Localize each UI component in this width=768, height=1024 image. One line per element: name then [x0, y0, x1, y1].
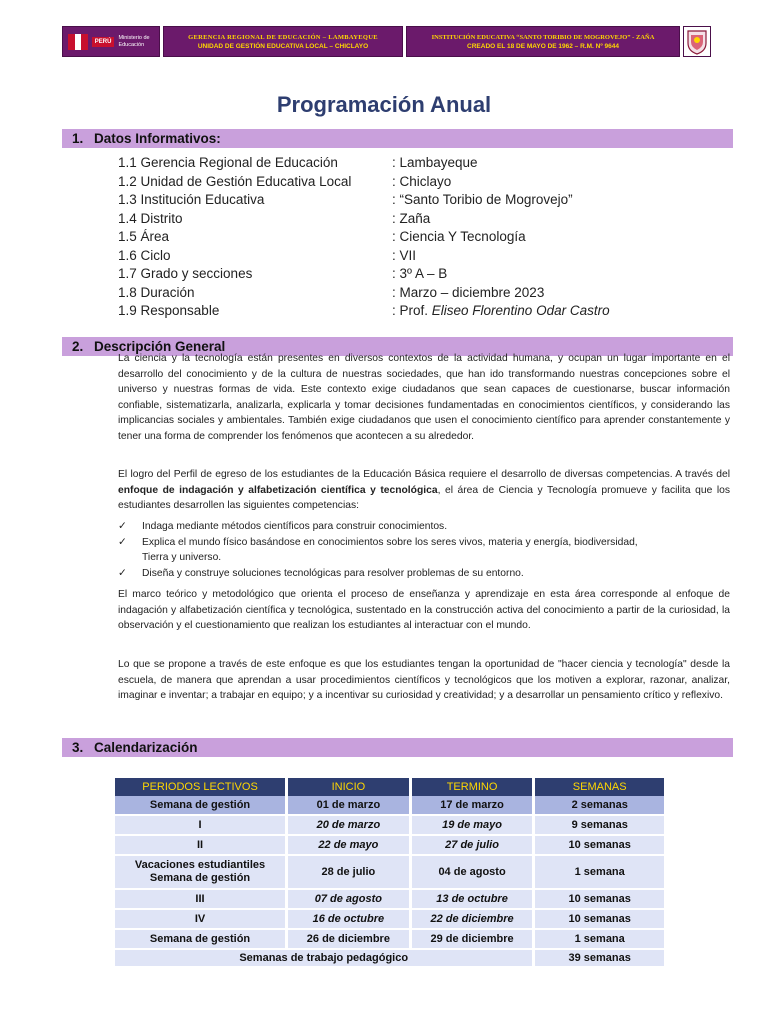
periodo-line2: Semana de gestión — [149, 872, 251, 884]
semanas-cell: 2 semanas — [535, 796, 664, 816]
regional-header-box — [163, 26, 403, 57]
periodo-cell: II — [115, 836, 285, 856]
info-value: : Chiclayo — [392, 173, 452, 189]
section-number: 2. — [72, 339, 84, 354]
section-label: Datos Informativos: — [94, 131, 221, 146]
info-key: 1.1 Gerencia Regional de Educación — [118, 155, 338, 170]
info-value: : Marzo – diciembre 2023 — [392, 284, 545, 300]
description-paragraph-1: La ciencia y la tecnología están presentes en diversos contextos de la actividad humana, y ocupan un lugar importante en el desarrollo del conocimiento y de la cultura de nuestras sociedades, que han ido transformando nuestras concepciones sobre el universo y nuestras formas de vida. Este contexto exige ciudadanos que sean capaces de cuestionarse, buscar información confiable, sistematizarla, analizarla, explicarla y tomar decisiones fundamentadas en conocimientos científicos, y considerando las implicancias sociales y ambientales. También exige ciudadanos que usen el conocimiento científico para aprender constantemente y tener una forma de comprender los fenómenos que acontecen a su alrededor. — [118, 353, 730, 442]
total-value: 39 semanas — [535, 950, 664, 968]
inicio-cell: 16 de octubre — [288, 910, 409, 930]
info-row — [118, 266, 678, 285]
semanas-cell: 9 semanas — [535, 816, 664, 836]
school-line1: INSTITUCIÓN EDUCATIVA “SANTO TORIBIO DE MOGROVEJO” - ZAÑA — [431, 33, 655, 41]
calendar-table — [112, 778, 667, 968]
info-value: : Zaña — [392, 210, 431, 226]
semanas-cell: 1 semana — [535, 856, 664, 890]
logo-ministry: Ministerio de Educación — [118, 34, 150, 48]
termino-cell: 22 de diciembre — [412, 910, 533, 930]
info-value: : VII — [392, 247, 417, 263]
section-bar-calendarizacion — [62, 738, 733, 757]
competency-text: Indaga mediante métodos científicos para construir conocimientos. — [142, 521, 448, 532]
semanas-cell: 10 semanas — [535, 910, 664, 930]
termino-cell: 13 de octubre — [412, 890, 533, 910]
checkmark-icon: ✓ — [118, 536, 127, 548]
p2-text-a: El logro del Perfil de egreso de los estudiantes de la Educación Básica requiere el desarrollo de diversas competencias. A través del — [118, 469, 730, 480]
school-line2: CREADO EL 18 DE MAYO DE 1962 – R.M. Nº 9644 — [467, 42, 619, 50]
list-item — [118, 566, 730, 582]
info-value: : 3º A – B — [392, 266, 448, 281]
termino-cell: 19 de mayo — [412, 816, 533, 836]
inicio-cell: 07 de agosto — [288, 890, 409, 910]
column-header: PERIODOS LECTIVOS — [115, 778, 285, 796]
ministry-logo — [62, 26, 160, 57]
table-total-row — [115, 950, 664, 968]
table-row — [115, 910, 664, 930]
section-number: 3. — [72, 740, 84, 755]
list-item — [118, 535, 730, 551]
list-item — [118, 519, 730, 535]
table-row — [115, 930, 664, 950]
section-label: Descripción General — [94, 339, 226, 354]
school-header-box — [406, 26, 680, 57]
info-row — [118, 303, 678, 322]
termino-cell: 17 de marzo — [412, 796, 533, 816]
column-header: TERMINO — [412, 778, 533, 796]
inicio-cell: 28 de julio — [288, 856, 409, 890]
info-value — [392, 303, 610, 322]
table-row — [115, 856, 664, 890]
responsible-name: Eliseo Florentino Odar Castro — [431, 303, 610, 318]
section-number: 1. — [72, 131, 84, 146]
table-header-row — [115, 778, 664, 796]
info-value: : Lambayeque — [392, 155, 478, 170]
description-paragraph-4: Lo que se propone a través de este enfoque es que los estudiantes tengan la oportunidad de "hacer ciencia y tecnología" desde la escuela, de manera que aprendan a usar procedimientos científicos y tecnológicos que los motiven a explorar, razonar, analizar, imaginar e inventar; a trabajar en equipo; y a incentivar su curiosidad y creatividad; y a desarrollar un pensamiento crítico y reflexivo. — [118, 659, 730, 702]
info-row — [118, 174, 678, 193]
info-row — [118, 192, 678, 211]
info-value: : Ciencia Y Tecnología — [392, 229, 526, 244]
info-key: 1.3 Institución Educativa — [118, 192, 265, 207]
competency-list — [118, 519, 730, 581]
responsible-prefix: : Prof. — [392, 303, 432, 318]
info-key: 1.6 Ciclo — [118, 247, 171, 263]
table-row — [115, 836, 664, 856]
info-key: 1.8 Duración — [118, 284, 195, 300]
inicio-cell: 26 de diciembre — [288, 930, 409, 950]
inicio-cell: 20 de marzo — [288, 816, 409, 836]
p2-text-b: , el área de Ciencia y Tecnología promueve y facilita que los estudiantes desarrollen las siguientes competencias: — [118, 484, 730, 512]
column-header: INICIO — [288, 778, 409, 796]
info-key: 1.7 Grado y secciones — [118, 266, 253, 281]
periodo-cell — [115, 856, 285, 890]
competency-continuation: Tierra y universo. — [142, 552, 222, 563]
table-row — [115, 890, 664, 910]
description-paragraph-3: El marco teórico y metodológico que orienta el proceso de enseñanza y aprendizaje en esta área corresponde al enfoque de indagación y alfabetización científica y tecnológica, sustentado en la construcción activa del conocimiento a partir de la curiosidad, la observación y el cuestionamiento que realizan los estudiantes al interactuar con el mundo. — [118, 589, 730, 632]
logo-country: PERÚ — [92, 37, 115, 47]
table-row — [115, 796, 664, 816]
document-header — [62, 26, 736, 57]
school-crest-icon — [683, 26, 711, 57]
semanas-cell: 1 semana — [535, 930, 664, 950]
info-list — [118, 155, 678, 322]
info-key: 1.4 Distrito — [118, 210, 183, 226]
info-value: : “Santo Toribio de Mogrovejo” — [392, 192, 573, 207]
semanas-cell: 10 semanas — [535, 836, 664, 856]
total-label: Semanas de trabajo pedagógico — [115, 950, 532, 968]
regional-line1: GERENCIA REGIONAL DE EDUCACIÓN – LAMBAYEQUE — [188, 33, 378, 41]
periodo-cell: Semana de gestión — [115, 796, 285, 816]
regional-line2: UNIDAD DE GESTIÓN EDUCATIVA LOCAL – CHICLAYO — [197, 42, 369, 50]
info-key: 1.2 Unidad de Gestión Educativa Local — [118, 173, 352, 189]
info-row — [118, 155, 678, 174]
termino-cell: 27 de julio — [412, 836, 533, 856]
inicio-cell: 01 de marzo — [288, 796, 409, 816]
checkmark-icon: ✓ — [118, 521, 127, 532]
periodo-cell: Semana de gestión — [115, 930, 285, 950]
p2-bold: enfoque de indagación y alfabetización científica y tecnológica — [118, 484, 438, 496]
periodo-line1: Vacaciones estudiantiles — [134, 859, 266, 871]
info-key: 1.9 Responsable — [118, 303, 220, 318]
termino-cell: 29 de diciembre — [412, 930, 533, 950]
termino-cell: 04 de agosto — [412, 856, 533, 890]
info-row — [118, 285, 678, 304]
checkmark-icon: ✓ — [118, 567, 127, 579]
periodo-cell: I — [115, 816, 285, 836]
competency-text: Explica el mundo físico basándose en conocimientos sobre los seres vivos, materia y energía, biodiversidad, — [142, 536, 638, 548]
page-title: Programación Anual — [276, 92, 492, 117]
info-key: 1.5 Área — [118, 229, 170, 244]
column-header: SEMANAS — [535, 778, 664, 796]
info-row — [118, 248, 678, 267]
description-paragraph-2 — [118, 467, 730, 514]
peru-flag-icon — [68, 34, 88, 50]
section-label: Calendarización — [94, 740, 198, 755]
semanas-cell: 10 semanas — [535, 890, 664, 910]
table-row — [115, 816, 664, 836]
periodo-cell: IV — [115, 910, 285, 930]
inicio-cell: 22 de mayo — [288, 836, 409, 856]
info-row — [118, 211, 678, 230]
info-row — [118, 229, 678, 248]
competency-text: Diseña y construye soluciones tecnológicas para resolver problemas de su entorno. — [142, 567, 524, 579]
section-bar-datos — [62, 129, 733, 148]
periodo-cell: III — [115, 890, 285, 910]
